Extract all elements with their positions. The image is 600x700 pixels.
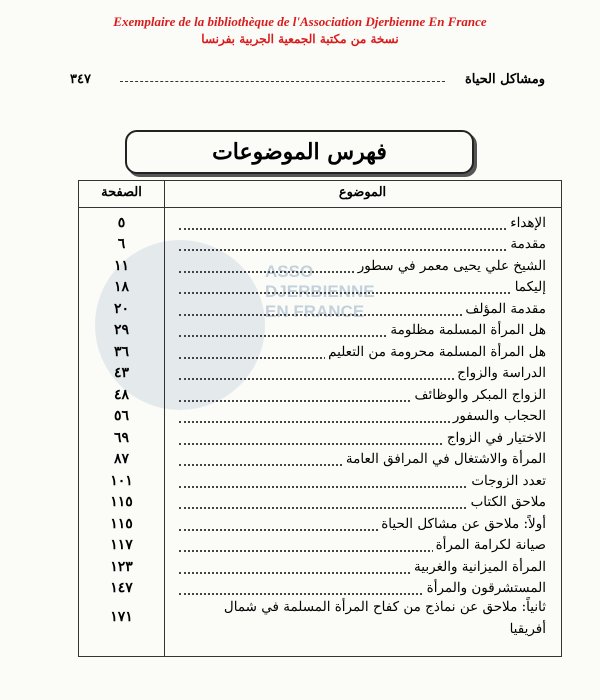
row-topic-line2: أفريقيا: [509, 621, 546, 637]
table-row: [79, 236, 561, 256]
table-row: [79, 408, 561, 428]
table-row: [79, 258, 561, 278]
row-topic: هل المرأة المسلمة مظلومة: [387, 322, 546, 338]
dot-leader: [179, 292, 546, 294]
row-page: ١١٧: [110, 537, 133, 553]
row-topic: المرأة الميزانية والغربية: [411, 559, 546, 575]
dot-leader: [179, 228, 546, 230]
contents-table: [78, 180, 562, 657]
row-topic: أولاً: ملاحق عن مشاكل الحياة: [378, 516, 546, 532]
header-divider: [79, 207, 561, 208]
row-topic: الشيخ علي يحيى معمر في سطور: [355, 258, 546, 274]
row-page: ٢٠: [113, 301, 130, 317]
table-row: [79, 451, 561, 471]
row-page: ٤٣: [113, 365, 130, 381]
row-page: ٣٦: [113, 344, 130, 360]
row-topic: الحجاب والسفور: [450, 408, 546, 424]
row-topic: الزواج المبكر والوظائف: [412, 387, 546, 403]
table-row: [79, 599, 561, 625]
table-row: [79, 537, 561, 557]
table-row: [79, 580, 561, 600]
row-page: ١٢٣: [110, 559, 133, 575]
row-page: ١١٥: [110, 516, 133, 532]
table-row-continuation: [79, 621, 561, 641]
table-row: [79, 215, 561, 235]
watermark-french: Exemplaire de la bibliothèque de l'Association Djerbienne En France: [113, 14, 487, 29]
row-topic: مقدمة المؤلف: [462, 301, 546, 317]
table-row: [79, 473, 561, 493]
row-page: ١٨: [113, 279, 130, 295]
row-page: ١١٥: [110, 494, 133, 510]
row-page: ١٠١: [110, 473, 133, 489]
row-page: ٤٨: [113, 387, 130, 403]
row-page: ٦: [117, 236, 126, 252]
table-row: [79, 279, 561, 299]
stamp-line: EN FRANCE: [265, 302, 365, 321]
row-topic: إليكما: [512, 279, 546, 295]
row-topic: تعدد الزوجات: [468, 473, 546, 489]
running-head-title: ومشاكل الحياة: [464, 72, 545, 87]
table-row: [79, 430, 561, 450]
row-topic: صيانة لكرامة المرأة: [433, 537, 546, 553]
running-head: [70, 72, 545, 90]
row-topic: مقدمة: [507, 236, 546, 252]
stamp-line: DJERBIENNE: [265, 282, 375, 301]
page-number: ٣٤٧: [70, 72, 91, 87]
row-topic: الدراسة والزواج: [454, 365, 546, 381]
table-row: [79, 344, 561, 364]
row-topic: الإهداء: [507, 215, 546, 231]
table-row: [79, 322, 561, 342]
row-topic: الاختيار في الزواج: [444, 430, 546, 446]
library-watermark: [0, 14, 600, 46]
row-topic: هل المرأة المسلمة محرومة من التعليم: [325, 344, 546, 360]
row-page: ٦٩: [113, 430, 130, 446]
row-page: ١٤٧: [110, 580, 133, 596]
dot-leader: [179, 249, 546, 251]
table-row: [79, 516, 561, 536]
table-row: [79, 387, 561, 407]
header-page: الصفحة: [101, 185, 142, 200]
row-page: ١١: [113, 258, 130, 274]
watermark-arabic: نسخة من مكتبة الجمعية الجربية بفرنسا: [201, 32, 399, 46]
table-row: [79, 559, 561, 579]
row-topic: ملاحق الكتاب: [468, 494, 546, 510]
row-topic: المرأة والاشتغال في المرافق العامة: [343, 451, 546, 467]
row-page: ٥: [117, 215, 126, 231]
table-row: [79, 301, 561, 321]
table-row: [79, 365, 561, 385]
page-title: فهرس الموضوعات: [125, 130, 474, 174]
row-page: ١٧١: [110, 609, 133, 625]
table-row: [79, 494, 561, 514]
row-page: ٨٧: [113, 451, 130, 467]
row-topic-line1: ثانياً: ملاحق عن نماذج من كفاح المرأة المسلمة في شمال: [223, 599, 546, 615]
stamp-line: ASSO: [265, 262, 314, 281]
row-page: ٥٦: [113, 408, 130, 424]
running-head-rule: [120, 81, 445, 82]
row-topic: المستشرقون والمرأة: [424, 580, 546, 596]
row-page: ٢٩: [113, 322, 130, 338]
header-topic: الموضوع: [338, 185, 387, 200]
